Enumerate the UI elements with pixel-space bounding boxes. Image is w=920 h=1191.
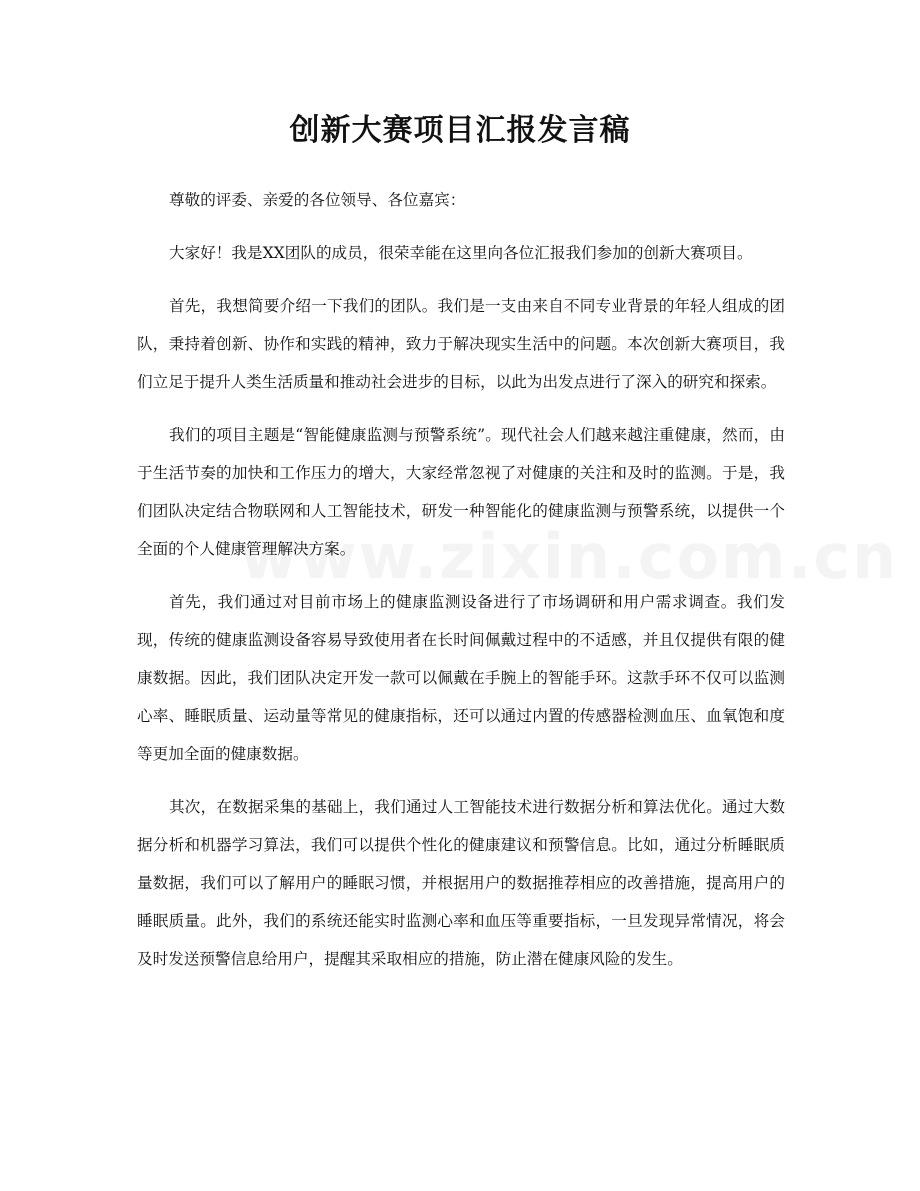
greeting-paragraph: 尊敬的评委、亲爱的各位领导、各位嘉宾：: [169, 191, 466, 209]
body-paragraph: 首先，我想简要介绍一下我们的团队。我们是一支由来自不同专业背景的年轻人组成的团队，秉持着创新、协作和实践的精神，致力于解决现实生活中的问题。本次创新大赛项目，我们立足于提升人类生活质量和推动社会进步的目标，以此为出发点进行了深入的研究和探索。: [137, 297, 785, 391]
document-body: [137, 181, 785, 993]
document-title: 创新大赛项目汇报发言稿: [289, 113, 631, 148]
body-paragraph: 大家好！我是XX团队的成员，很荣幸能在这里向各位汇报我们参加的创新大赛项目。: [169, 244, 753, 262]
body-paragraph: 我们的项目主题是“智能健康监测与预警系统”。现代社会人们越来越注重健康，然而，由于生活节奏的加快和工作压力的增大，大家经常忽视了对健康的关注和及时的监测。于是，我们团队决定结合物联网和人工智能技术，研发一种智能化的健康监测与预警系统，以提供一个全面的个人健康管理解决方案。: [137, 426, 785, 558]
body-paragraph: 其次，在数据采集的基础上，我们通过人工智能技术进行数据分析和算法优化。通过大数据分析和机器学习算法，我们可以提供个性化的健康建议和预警信息。比如，通过分析睡眠质量数据，我们可以了解用户的睡眠习惯，并根据用户的数据推荐相应的改善措施，提高用户的睡眠质量。此外，我们的系统还能实时监测心率和血压等重要指标，一旦发现异常情况，将会及时发送预警信息给用户，提醒其采取相应的措施，防止潜在健康风险的发生。: [137, 798, 785, 968]
body-paragraph: 首先，我们通过对目前市场上的健康监测设备进行了市场调研和用户需求调查。我们发现，传统的健康监测设备容易导致使用者在长时间佩戴过程中的不适感，并且仅提供有限的健康数据。因此，我们团队决定开发一款可以佩戴在手腕上的智能手环。这款手环不仅可以监测心率、睡眠质量、运动量等常见的健康指标，还可以通过内置的传感器检测血压、血氧饱和度等更加全面的健康数据。: [137, 593, 785, 763]
